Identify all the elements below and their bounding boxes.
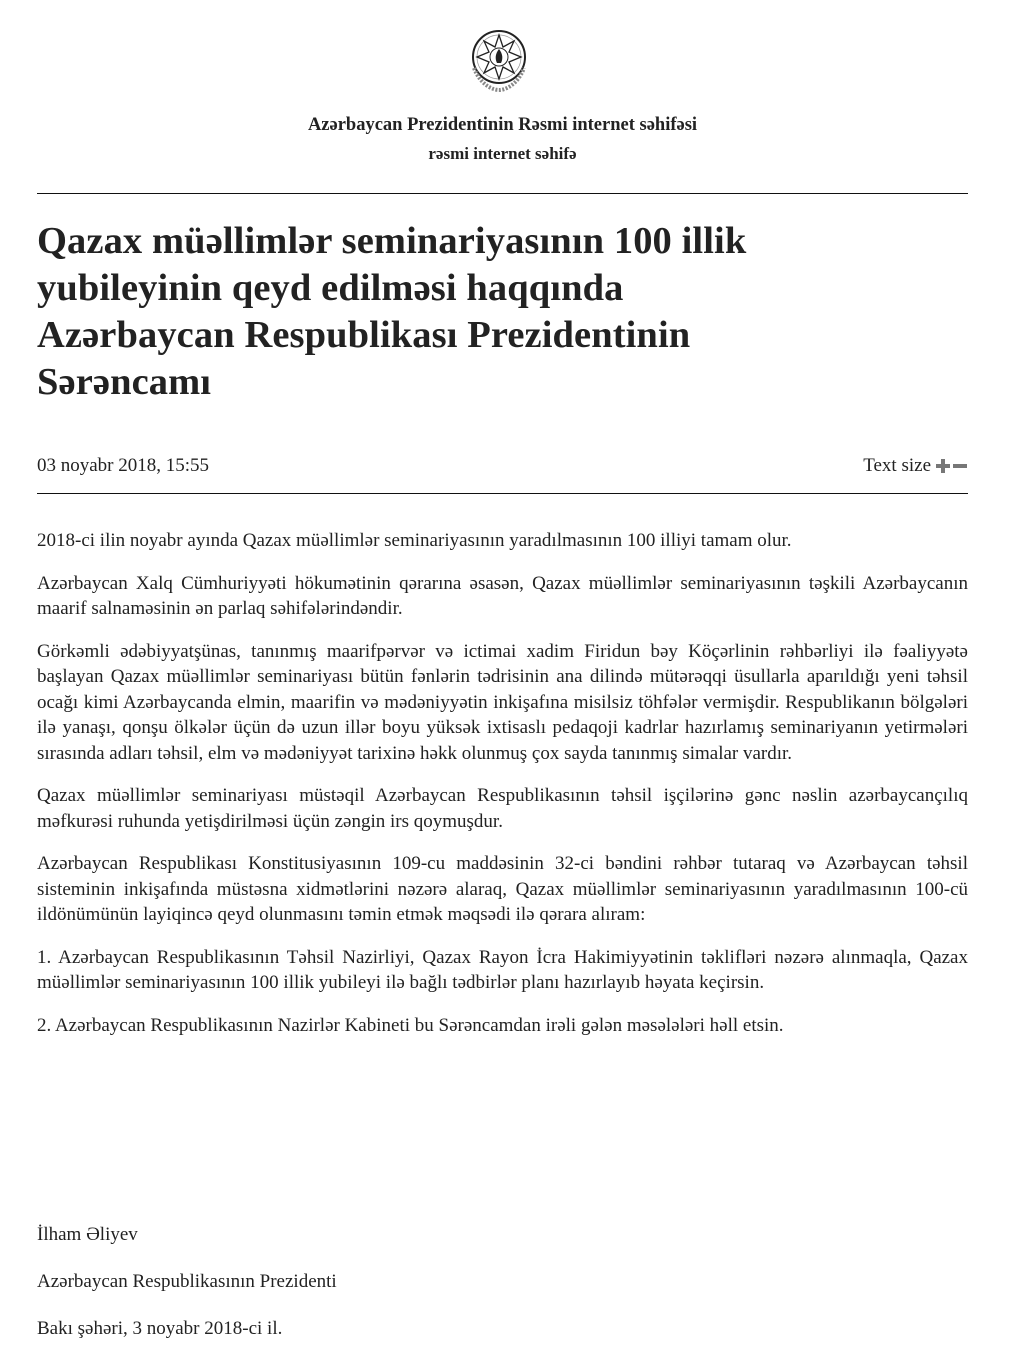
paragraph: Görkəmli ədəbiyyatşünas, tanınmış maarifpərvər və ictimai xadim Firidun bəy Köçərlinin rəhbərliyi ilə fəaliyyətə başlayan Qazax müəllimlər seminariyası bütün fənlərin tədrisinin ana dilində mütərəqqi üsullarla aparıldığı yeni təhsil ocağı kimi Azərbaycanda elmin, maarifin və mədəniyyətin inkişafına misilsiz töhfələr vermişdir. Respublikanın bölgələri ilə yanaşı, qonşu ölkələr üçün də uzun illər boyu yüksək ixtisaslı pedaqoji kadrlar hazırlamış seminariyanın yetirmələri sırasında adları təhsil, elm və mədəniyyət tarixinə həkk olunmuş çox sayda tanınmış simalar vardır. bbox=[37, 640, 968, 764]
text-size-label: Text size bbox=[863, 455, 931, 476]
text-size-control bbox=[863, 455, 968, 477]
state-emblem-icon bbox=[468, 28, 534, 94]
paragraph: Qazax müəllimlər seminariyası müstəqil Azərbaycan Respublikasının təhsil işçilərinə gənc nəslin azərbaycançılıq məfkurəsi ruhunda yetişdirilməsi üçün zəngin irs qoymuşdur. bbox=[37, 785, 968, 832]
signatory-name: İlham Əliyev bbox=[37, 1224, 138, 1245]
article-title-line: yubileyinin qeyd edilməsi haqqında bbox=[37, 267, 624, 309]
article-title-line: Qazax müəllimlər seminariyasının 100 illik bbox=[37, 220, 747, 262]
plus-icon[interactable] bbox=[935, 458, 951, 474]
meta-divider bbox=[37, 493, 968, 494]
article-title-line: Azərbaycan Respublikası Prezidentinin bbox=[37, 314, 691, 356]
site-subtitle: rəsmi internet səhifə bbox=[428, 144, 577, 163]
signatory-position: Azərbaycan Respublikasının Prezidenti bbox=[37, 1271, 337, 1292]
minus-icon[interactable] bbox=[952, 458, 968, 474]
decree-item: 1. Azərbaycan Respublikasının Təhsil Nazirliyi, Qazax Rayon İcra Hakimiyyətinin təklifləri nəzərə alınmaqla, Qazax müəllimlər seminariyasının 100 illik yubileyi ilə bağlı tədbirlər planı hazırlayıb həyata keçirsin. bbox=[37, 946, 968, 993]
paragraph: Azərbaycan Xalq Cümhuriyyəti hökumətinin qərarına əsasən, Qazax müəllimlər seminariyasının təşkili Azərbaycanın maarif salnaməsinin ən parlaq səhifələrindəndir. bbox=[37, 572, 968, 619]
site-title: Azərbaycan Prezidentinin Rəsmi internet səhifəsi bbox=[307, 115, 698, 135]
article-title bbox=[37, 218, 968, 406]
paragraph: Azərbaycan Respublikası Konstitusiyasının 109-cu maddəsinin 32-ci bəndini rəhbər tutaraq və Azərbaycan təhsil sisteminin inkişafında müstəsna xidmətlərini nəzərə alaraq, Qazax müəllimlər seminariyasının yaradılmasının 100-cü ildönümünün layiqincə qeyd olunmasını təmin etmək məqsədi ilə qərara alıram: bbox=[37, 853, 968, 925]
signature-block bbox=[37, 1222, 968, 1363]
article-body bbox=[37, 528, 968, 1055]
signing-place-date: Bakı şəhəri, 3 noyabr 2018-ci il. bbox=[37, 1318, 283, 1339]
article-meta bbox=[37, 455, 968, 481]
paragraph: 2018-ci ilin noyabr ayında Qazax müəllimlər seminariyasının yaradılmasının 100 illiyi tamam olur. bbox=[37, 530, 792, 551]
article-title-line: Sərəncamı bbox=[37, 361, 212, 403]
header-divider bbox=[37, 193, 968, 194]
decree-item: 2. Azərbaycan Respublikasının Nazirlər Kabineti bu Sərəncamdan irəli gələn məsələləri həll etsin. bbox=[37, 1014, 784, 1036]
publish-date: 03 noyabr 2018, 15:55 bbox=[37, 455, 210, 476]
